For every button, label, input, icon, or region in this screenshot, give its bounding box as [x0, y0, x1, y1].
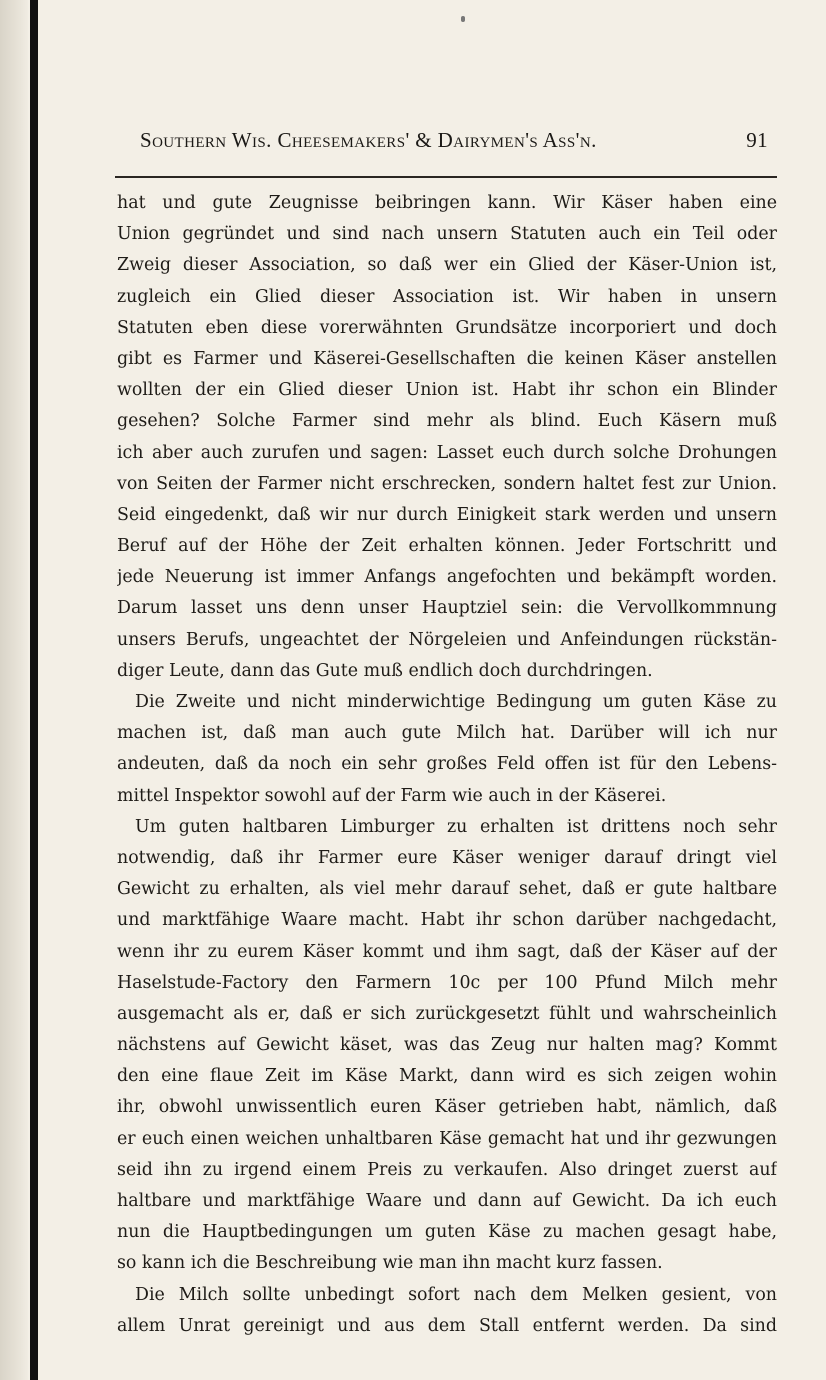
- page-number: 91: [746, 128, 768, 152]
- text-line: machen ist, daß man auch gute Milch hat. Darüber will ich nur: [117, 723, 777, 744]
- text-line: hat und gute Zeugnisse beibringen kann. Wir Käser haben eine: [117, 193, 777, 213]
- text-line: Zweig dieser Association, so daß wer ein Glied der Käser-Union ist,: [117, 255, 777, 276]
- text-line: den eine flaue Zeit im Käse Markt, dann wird es sich zeigen wohin: [117, 1066, 777, 1087]
- text-line: Die Milch sollte unbedingt sofort nach dem Melken gesient, von: [135, 1284, 777, 1305]
- text-line: diger Leute, dann das Gute muß endlich doch durchdringen.: [117, 660, 653, 681]
- text-line: Statuten eben diese vorerwähnten Grundsätze incorporiert und doch: [117, 317, 777, 338]
- text-line: wollten der ein Glied dieser Union ist. Habt ihr schon ein Blinder: [117, 380, 777, 401]
- text-line: Die Zweite und nicht minderwichtige Bedingung um guten Käse zu: [135, 692, 777, 712]
- text-line: Gewicht zu erhalten, als viel mehr darauf sehet, daß er gute haltbare: [117, 879, 777, 900]
- text-line: jede Neuerung ist immer Anfangs angefochten und bekämpft worden.: [117, 567, 777, 588]
- text-line: unsers Berufs, ungeachtet der Nörgeleien und Anfeindungen rückstän-: [117, 629, 777, 650]
- text-line: nächstens auf Gewicht käset, was das Zeug nur halten mag? Kommt: [117, 1035, 777, 1056]
- text-line: Beruf auf der Höhe der Zeit erhalten können. Jeder Fortschritt und: [117, 536, 777, 557]
- text-line: gesehen? Solche Farmer sind mehr als blind. Euch Käsern muß: [117, 411, 777, 432]
- text-line: so kann ich die Beschreibung wie man ihn macht kurz fassen.: [117, 1253, 663, 1274]
- text-line: notwendig, daß ihr Farmer eure Käser weniger darauf dringt viel: [117, 847, 777, 868]
- header-rule: [115, 176, 777, 178]
- text-line: ausgemacht als er, daß er sich zurückgesetzt fühlt und wahrscheinlich: [117, 1003, 777, 1024]
- text-line: Haselstude-Factory den Farmern 10c per 100 Pfund Milch mehr: [117, 972, 777, 993]
- binding-edge: [30, 0, 38, 1380]
- running-header: [140, 128, 768, 160]
- text-line: wenn ihr zu eurem Käser kommt und ihm sagt, daß der Käser auf der: [117, 941, 777, 962]
- text-line: gibt es Farmer und Käserei-Gesellschaften die keinen Käser anstellen: [117, 348, 777, 369]
- scan-speck: [461, 16, 465, 22]
- text-line: Um guten haltbaren Limburger zu erhalten ist drittens noch sehr: [135, 816, 777, 837]
- text-line: Seid eingedenkt, daß wir nur durch Einigkeit stark werden und unsern: [117, 504, 777, 525]
- running-header-title: Southern Wis. Cheesemakers' & Dairymen's Ass'n.: [140, 128, 597, 152]
- text-line: nun die Hauptbedingungen um guten Käse zu machen gesagt habe,: [117, 1222, 777, 1243]
- page-gutter: [0, 0, 28, 1380]
- body-text: [117, 188, 777, 1342]
- text-line: von Seiten der Farmer nicht erschrecken, sondern haltet fest zur Union.: [117, 473, 777, 494]
- text-line: mittel Inspektor sowohl auf der Farm wie auch in der Käserei.: [117, 785, 667, 806]
- text-line: er euch einen weichen unhaltbaren Käse gemacht hat und ihr gezwungen: [117, 1128, 777, 1149]
- text-line: allem Unrat gereinigt und aus dem Stall entfernt werden. Da sind: [117, 1315, 777, 1336]
- text-line: ihr, obwohl unwissentlich euren Käser getrieben habt, nämlich, daß: [117, 1097, 777, 1118]
- text-line: andeuten, daß da noch ein sehr großes Feld offen ist für den Lebens-: [117, 754, 777, 775]
- text-line: ich aber auch zurufen und sagen: Lasset euch durch solche Drohungen: [117, 442, 777, 463]
- text-line: seid ihn zu irgend einem Preis zu verkaufen. Also dringet zuerst auf: [117, 1159, 777, 1180]
- text-line: und marktfähige Waare macht. Habt ihr schon darüber nachgedacht,: [117, 910, 777, 931]
- text-line: Union gegründet und sind nach unsern Statuten auch ein Teil oder: [117, 224, 777, 245]
- text-line: Darum lasset uns denn unser Hauptziel sein: die Vervollkommnung: [117, 598, 777, 619]
- text-line: zugleich ein Glied dieser Association ist. Wir haben in unsern: [117, 286, 777, 307]
- text-line: haltbare und marktfähige Waare und dann auf Gewicht. Da ich euch: [117, 1191, 777, 1211]
